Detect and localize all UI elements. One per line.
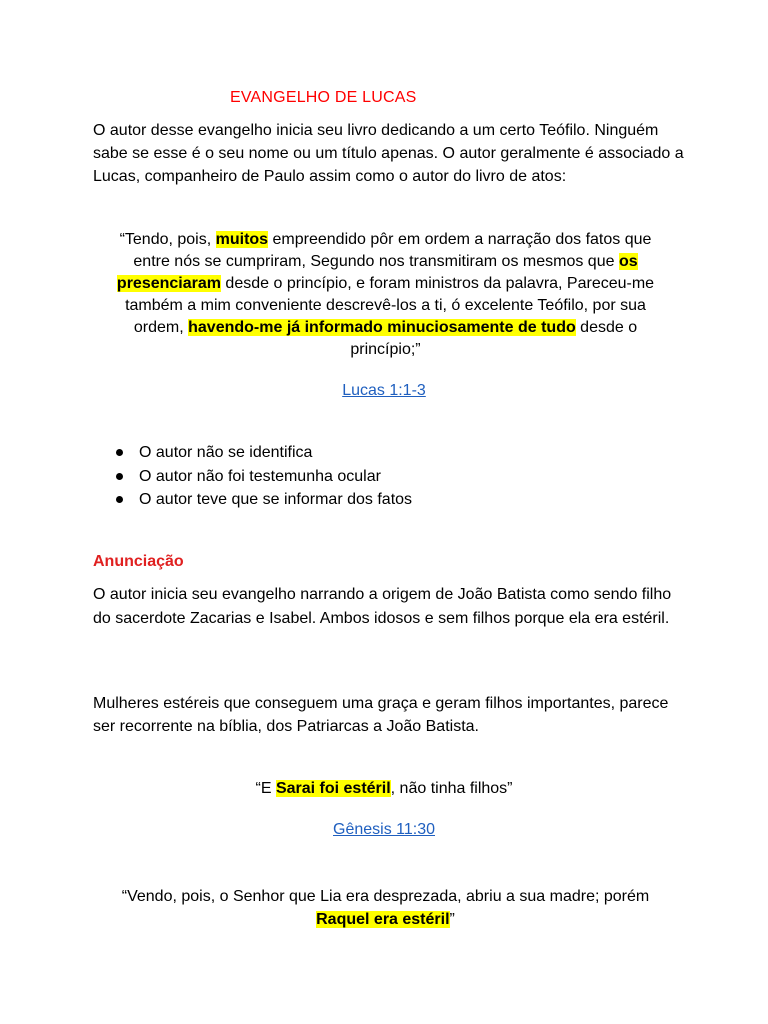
quote-genesis [0, 780, 768, 798]
quote-text: desde o princípio, e foram ministros da palavra, Pareceu-me também a mim conveniente descrevê-los a ti, ó excelente Teófilo, por sua ordem, [125, 275, 655, 336]
quote-raquel [103, 885, 668, 931]
quote-text: , não tinha filhos” [390, 780, 513, 797]
paragraph-barren-women: Mulheres estéreis que conseguem uma graça e geram filhos importantes, parece ser recorrente na bíblia, dos Patriarcas a João Batista. [93, 695, 669, 735]
quote-text: “Tendo, pois, [119, 231, 216, 248]
list-item-text: O autor teve que se informar dos fatos [139, 491, 413, 508]
list-item [113, 465, 412, 489]
quote-text: “E [255, 780, 276, 797]
quote-lucas [103, 229, 668, 361]
reference-lucas-row [0, 382, 768, 400]
quote-highlight: muitos [215, 231, 269, 248]
document-title: EVANGELHO DE LUCAS [230, 89, 417, 106]
reference-genesis-row [0, 821, 768, 839]
list-item-text: O autor não foi testemunha ocular [139, 467, 381, 485]
list-item [113, 488, 412, 512]
bullet-icon [116, 449, 123, 456]
paragraph-annunciation: O autor inicia seu evangelho narrando a origem de João Batista como sendo filho do sacerdote Zacarias e Isabel. Ambos idosos e sem filhos porque ela era estéril. [93, 586, 672, 627]
reference-genesis-link[interactable]: Gênesis 11:30 [333, 821, 435, 838]
quote-text: ” [449, 911, 455, 928]
reference-lucas-link[interactable]: Lucas 1:1-3 [342, 382, 426, 399]
section-heading: Anunciação [93, 553, 184, 570]
quote-highlight: havendo-me já informado minuciosamente de tudo [188, 319, 576, 336]
bullet-list [113, 441, 412, 512]
quote-text: empreendido pôr em ordem a narração dos fatos que entre nós se cumpriram, Segundo nos transmitiram os mesmos que [133, 231, 652, 270]
list-item [113, 441, 412, 465]
bullet-icon [116, 496, 123, 503]
intro-paragraph: O autor desse evangelho inicia seu livro dedicando a um certo Teófilo. Ninguém sabe se esse é o seu nome ou um título apenas. O autor geralmente é associado a Lucas, companheiro de Paulo assim como o autor do livro de atos: [93, 122, 684, 185]
quote-text: “Vendo, pois, o Senhor que Lia era desprezada, abriu a sua madre; porém [121, 888, 650, 905]
quote-highlight: Raquel era estéril [316, 911, 450, 928]
quote-highlight: os presenciaram [116, 253, 638, 292]
bullet-icon [116, 473, 123, 480]
quote-highlight: Sarai foi estéril [275, 780, 391, 797]
list-item-text: O autor não se identifica [139, 444, 313, 461]
quote-text: desde o princípio;” [350, 319, 638, 358]
